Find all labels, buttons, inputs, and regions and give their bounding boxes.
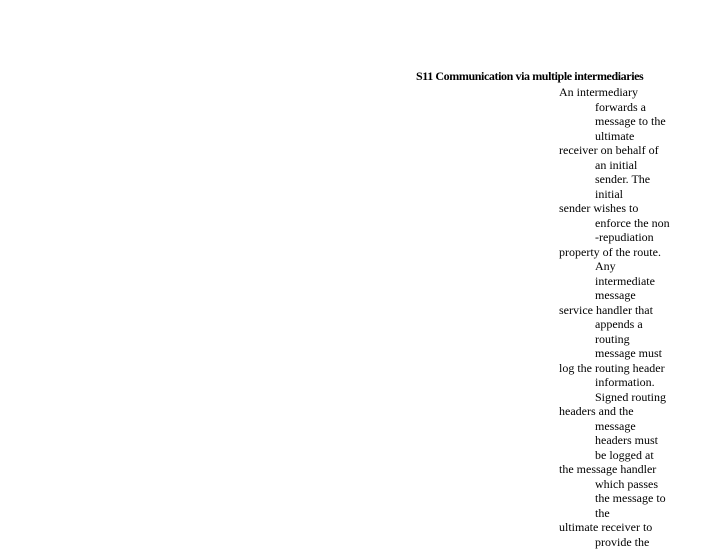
body-line: service handler that [559, 303, 699, 318]
body-line: Signed routing [559, 390, 699, 405]
body-line: be logged at [559, 448, 699, 463]
body-line: message [559, 288, 699, 303]
body-line: receiver on behalf of [559, 143, 699, 158]
body-line: An intermediary [559, 85, 699, 100]
body-line: initial [559, 187, 699, 202]
body-line: property of the route. [559, 245, 699, 260]
body-line: the message handler [559, 462, 699, 477]
body-line: ultimate [559, 129, 699, 144]
body-line: enforce the non [559, 216, 699, 231]
slide-heading: S11 Communication via multiple intermediaries [416, 69, 643, 83]
body-line: message to the [559, 114, 699, 129]
body-text [559, 85, 699, 549]
body-line: forwards a [559, 100, 699, 115]
body-line: ultimate receiver to [559, 520, 699, 535]
body-line: appends a [559, 317, 699, 332]
body-line: the message to [559, 491, 699, 506]
body-line: which passes [559, 477, 699, 492]
body-line: information. [559, 375, 699, 390]
body-line: intermediate [559, 274, 699, 289]
body-line: Any [559, 259, 699, 274]
body-line: headers and the [559, 404, 699, 419]
body-line: the [559, 506, 699, 521]
body-line: message [559, 419, 699, 434]
body-line: -repudiation [559, 230, 699, 245]
body-line: routing [559, 332, 699, 347]
body-line: an initial [559, 158, 699, 173]
body-line: provide the [559, 535, 699, 549]
body-line: sender wishes to [559, 201, 699, 216]
body-line: sender. The [559, 172, 699, 187]
body-line: headers must [559, 433, 699, 448]
body-line: log the routing header [559, 361, 699, 376]
body-line: message must [559, 346, 699, 361]
